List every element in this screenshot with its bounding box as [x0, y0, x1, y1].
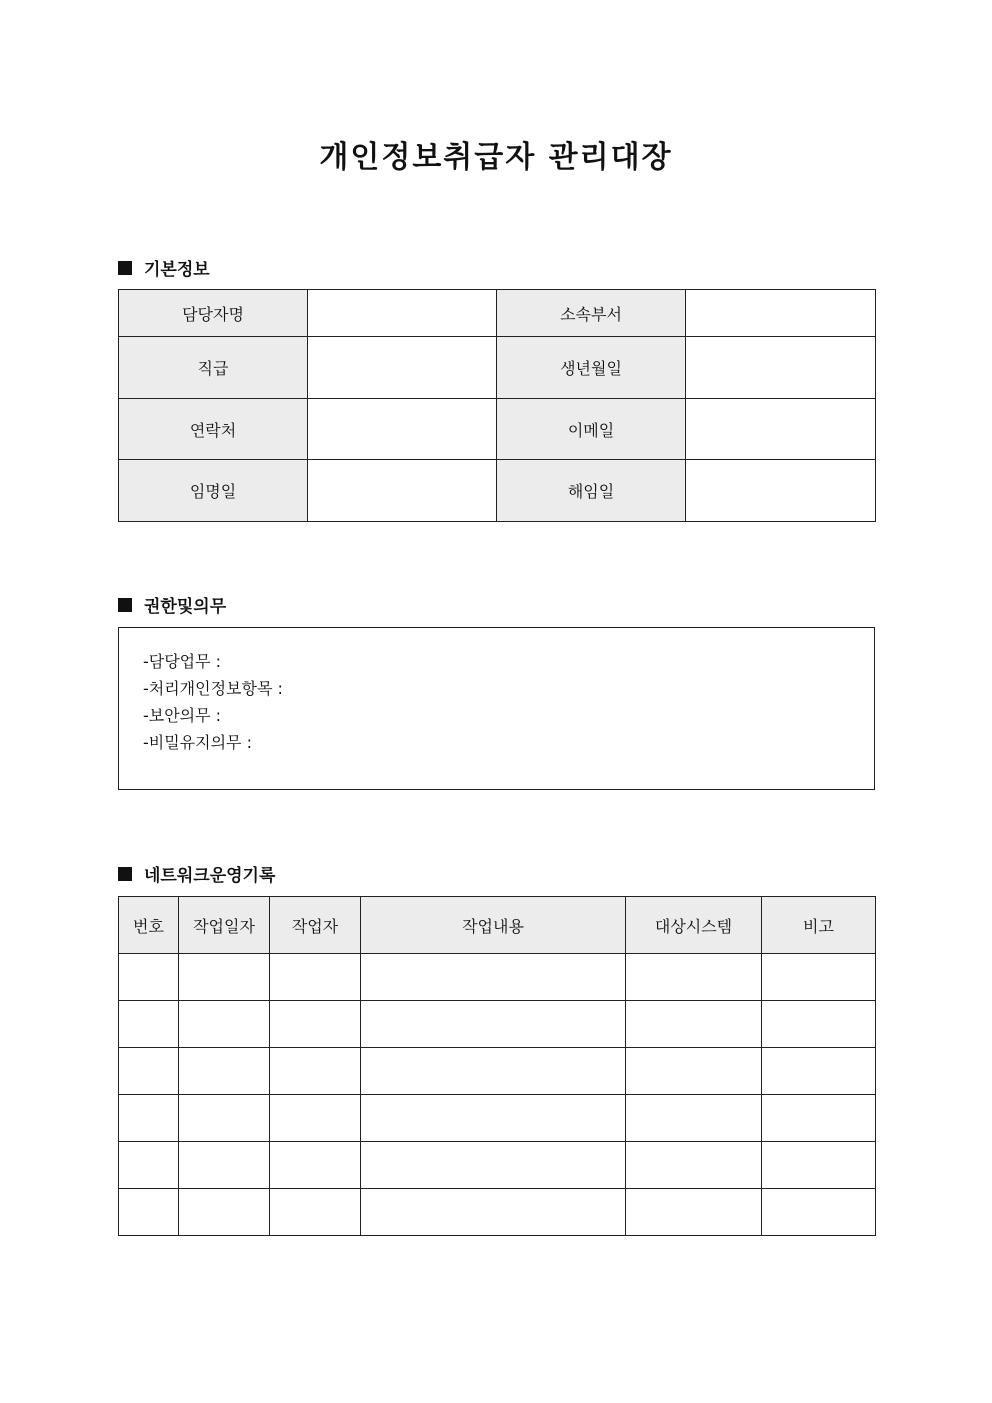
table-header-row [119, 897, 876, 954]
network-log-table [118, 896, 876, 1236]
table-row [119, 1095, 876, 1142]
column-header: 비고 [762, 897, 876, 954]
column-header: 작업자 [270, 897, 361, 954]
list-item: -비밀유지의무 : [143, 733, 252, 752]
table-row [119, 1001, 876, 1048]
table-cell[interactable] [119, 954, 179, 1001]
table-cell[interactable] [119, 1001, 179, 1048]
table-cell[interactable] [626, 1048, 762, 1095]
table-row [119, 1189, 876, 1236]
table-cell[interactable] [270, 1095, 361, 1142]
table-cell[interactable] [270, 1048, 361, 1095]
table-cell[interactable] [270, 1189, 361, 1236]
table-row [119, 399, 876, 460]
table-cell[interactable] [361, 954, 626, 1001]
table-cell[interactable] [762, 1189, 876, 1236]
value-cell-appointment-date[interactable] [308, 460, 497, 522]
value-cell-birthdate[interactable] [686, 337, 876, 399]
label-cell: 생년월일 [497, 337, 686, 399]
table-row [119, 460, 876, 522]
value-cell-dismissal-date[interactable] [686, 460, 876, 522]
table-cell[interactable] [626, 1095, 762, 1142]
list-item: -보안의무 : [143, 706, 222, 725]
table-cell[interactable] [361, 1095, 626, 1142]
table-cell[interactable] [119, 1142, 179, 1189]
section-heading-basic [118, 255, 210, 280]
table-cell[interactable] [179, 1095, 270, 1142]
table-cell[interactable] [179, 954, 270, 1001]
table-cell[interactable] [179, 1001, 270, 1048]
table-cell[interactable] [119, 1189, 179, 1236]
table-cell[interactable] [762, 1095, 876, 1142]
table-cell[interactable] [762, 1142, 876, 1189]
list-item: -담당업무 : [143, 652, 222, 671]
table-cell[interactable] [626, 1001, 762, 1048]
table-cell[interactable] [361, 1001, 626, 1048]
label-cell: 이메일 [497, 399, 686, 460]
table-row [119, 290, 876, 337]
square-bullet-icon [118, 598, 132, 612]
label-cell: 연락처 [119, 399, 308, 460]
basic-info-table [118, 289, 876, 522]
value-cell-email[interactable] [686, 399, 876, 460]
value-cell-contact[interactable] [308, 399, 497, 460]
section-heading-duties [118, 592, 226, 617]
section-title: 권한및의무 [144, 597, 227, 617]
table-cell[interactable] [762, 954, 876, 1001]
table-cell[interactable] [626, 1142, 762, 1189]
table-row [119, 954, 876, 1001]
section-title: 기본정보 [144, 260, 210, 280]
column-header: 작업내용 [361, 897, 626, 954]
duties-list [119, 628, 874, 756]
table-row [119, 1142, 876, 1189]
table-row [119, 337, 876, 399]
table-cell[interactable] [626, 954, 762, 1001]
label-cell: 직급 [119, 337, 308, 399]
section-heading-network [118, 861, 275, 886]
table-row [119, 1048, 876, 1095]
section-title: 네트워크운영기록 [144, 866, 276, 886]
table-cell[interactable] [179, 1142, 270, 1189]
column-header: 대상시스템 [626, 897, 762, 954]
label-cell: 소속부서 [497, 290, 686, 337]
table-cell[interactable] [119, 1048, 179, 1095]
value-cell-position[interactable] [308, 337, 497, 399]
table-cell[interactable] [119, 1095, 179, 1142]
table-cell[interactable] [361, 1189, 626, 1236]
column-header: 작업일자 [179, 897, 270, 954]
square-bullet-icon [118, 261, 132, 275]
table-cell[interactable] [361, 1048, 626, 1095]
duties-box[interactable] [118, 627, 875, 790]
column-header: 번호 [119, 897, 179, 954]
list-item: -처리개인정보항목 : [143, 679, 283, 698]
value-cell-department[interactable] [686, 290, 876, 337]
table-cell[interactable] [361, 1142, 626, 1189]
table-cell[interactable] [179, 1189, 270, 1236]
label-cell: 담당자명 [119, 290, 308, 337]
label-cell: 해임일 [497, 460, 686, 522]
table-cell[interactable] [179, 1048, 270, 1095]
log-table-body [119, 954, 876, 1236]
value-cell-manager-name[interactable] [308, 290, 497, 337]
table-cell[interactable] [270, 1142, 361, 1189]
page-title: 개인정보취급자 관리대장 [319, 140, 673, 175]
table-cell[interactable] [270, 1001, 361, 1048]
table-cell[interactable] [762, 1001, 876, 1048]
table-cell[interactable] [762, 1048, 876, 1095]
table-cell[interactable] [626, 1189, 762, 1236]
table-cell[interactable] [270, 954, 361, 1001]
square-bullet-icon [118, 867, 132, 881]
label-cell: 임명일 [119, 460, 308, 522]
